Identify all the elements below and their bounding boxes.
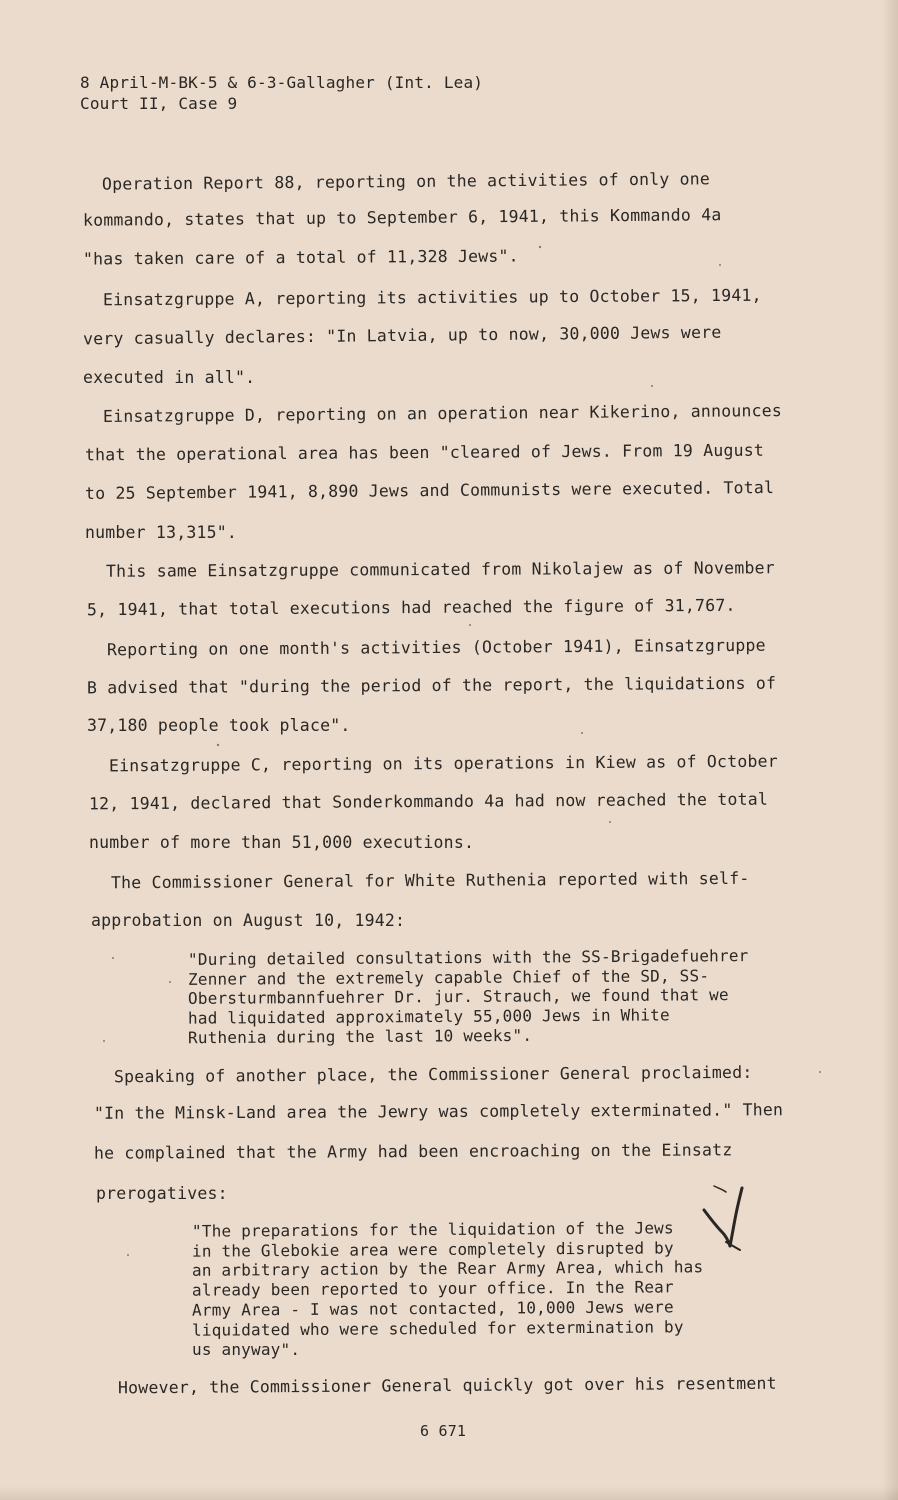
- text-line: 5, 1941, that total executions had reached the figure of 31,767.: [86, 595, 736, 620]
- text-line: However, the Commissioner General quickly got over his resentment: [117, 1373, 777, 1398]
- quote-line: Zenner and the extremely capable Chief of the SD, SS-: [187, 966, 710, 989]
- quote-line: liquidated who were scheduled for extermination by: [191, 1317, 684, 1340]
- text-line: This same Einsatzgruppe communicated from Nikolajew as of November: [105, 558, 775, 581]
- text-line: Operation Report 88, reporting on the activities of only one: [101, 169, 711, 194]
- text-line: Einsatzgruppe C, reporting on its operations in Kiew as of October: [108, 751, 778, 776]
- quote-line: already been reported to your office. In the Rear: [191, 1277, 674, 1300]
- text-line: that the operational area has been "cleared of Jews. From 19 August: [84, 440, 765, 465]
- quote-line: in the Glebokie area were completely disrupted by: [191, 1238, 674, 1261]
- quote-line: had liquidated approximately 55,000 Jews in White: [187, 1005, 670, 1028]
- text-line: prerogatives:: [96, 1184, 228, 1203]
- header-reference: 8 April-M-BK-5 & 6-3-Gallagher (Int. Lea): [80, 73, 484, 92]
- text-line: number 13,315".: [85, 523, 238, 542]
- text-line: executed in all".: [83, 368, 256, 387]
- text-line: number of more than 51,000 executions.: [89, 833, 475, 852]
- text-line: Einsatzgruppe A, reporting its activities up to October 15, 1941,: [102, 285, 762, 310]
- page-number: 6 671: [420, 1422, 467, 1440]
- text-line: to 25 September 1941, 8,890 Jews and Communists were executed. Total: [84, 477, 775, 504]
- text-line: "In the Minsk-Land area the Jewry was completely exterminated." Then: [93, 1100, 784, 1123]
- text-line: Einsatzgruppe D, reporting on an operation near Kikerino, announces: [102, 401, 783, 426]
- quote-line: Ruthenia during the last 10 weeks".: [187, 1025, 533, 1048]
- text-line: Reporting on one month's activities (October 1941), Einsatzgruppe: [106, 635, 766, 660]
- paper-edge-shadow: [882, 0, 898, 1500]
- quote-line: an arbitrary action by the Rear Army Area, which has: [191, 1257, 704, 1280]
- text-line: 37,180 people took place".: [87, 716, 351, 735]
- quote-line: Army Area - I was not contacted, 10,000 Jews were: [191, 1297, 674, 1320]
- text-line: 12, 1941, declared that Sonderkommando 4a had now reached the total: [88, 789, 769, 814]
- text-line: he complained that the Army had been encroaching on the Einsatz: [93, 1140, 733, 1163]
- text-line: kommando, states that up to September 6, 1941, this Kommando 4a: [82, 205, 722, 230]
- quote-line: "During detailed consultations with the SS-Brigadefuehrer: [187, 946, 749, 969]
- quote-line: "The preparations for the liquidation of the Jews: [191, 1218, 674, 1241]
- paper-edge-shadow-bottom: [0, 1486, 898, 1500]
- text-line: The Commissioner General for White Ruthenia reported with self-: [110, 868, 750, 893]
- text-line: "has taken care of a total of 11,328 Jews".: [82, 246, 519, 269]
- quote-line: us anyway".: [192, 1340, 301, 1359]
- quote-line: Obersturmbannfuehrer Dr. jur. Strauch, we found that we: [187, 985, 729, 1008]
- text-line: B advised that "during the period of the report, the liquidations of: [86, 673, 777, 698]
- text-line: approbation on August 10, 1942:: [91, 911, 406, 930]
- header-court: Court II, Case 9: [80, 94, 238, 113]
- text-line: very casually declares: "In Latvia, up to now, 30,000 Jews were: [82, 322, 722, 349]
- text-line: Speaking of another place, the Commissioner General proclaimed:: [113, 1062, 753, 1087]
